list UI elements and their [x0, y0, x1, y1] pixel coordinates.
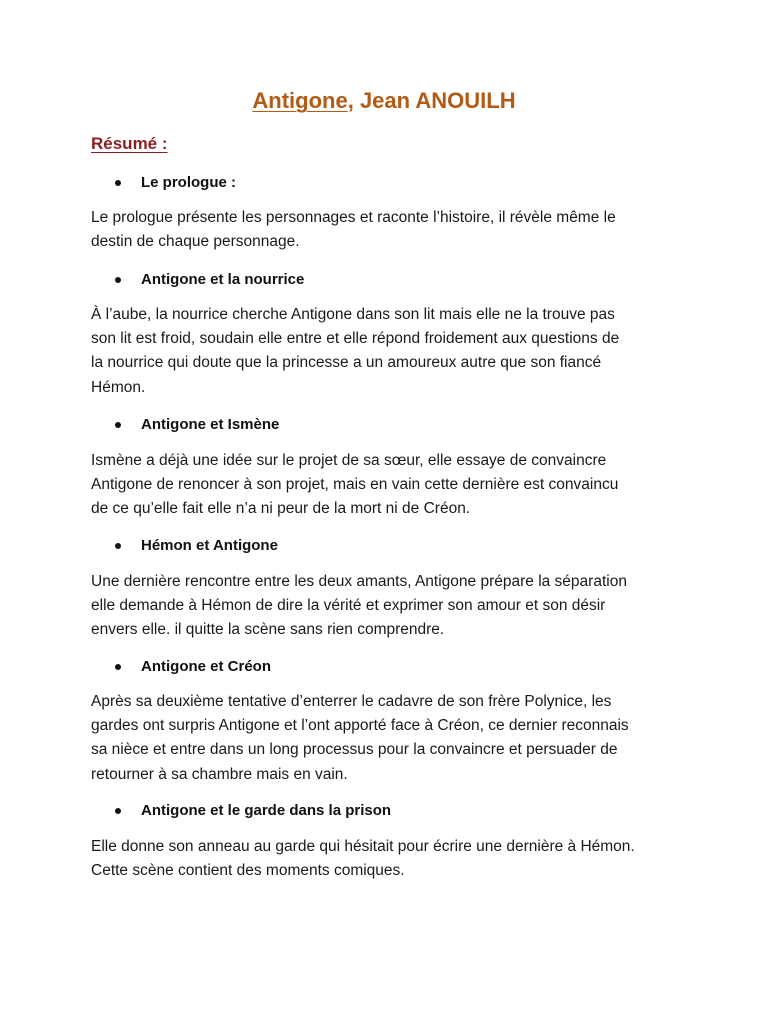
section-heading-text: Antigone et Ismène — [141, 416, 280, 433]
document-title — [0, 88, 768, 114]
paragraph-line: Elle donne son anneau au garde qui hésitait pour écrire une dernière à Hémon. — [91, 838, 635, 855]
paragraph-line: de ce qu’elle fait elle n’a ni peur de la mort ni de Créon. — [91, 500, 471, 518]
paragraph-line: Le prologue présente les personnages et raconte l’histoire, il révèle même le — [91, 209, 616, 226]
section-paragraph — [91, 570, 691, 643]
section-paragraph — [91, 835, 691, 883]
paragraph-line: gardes ont surpris Antigone et l’ont apporté face à Créon, ce dernier reconnais — [91, 717, 629, 735]
section-heading-text: Antigone et la nourrice — [141, 271, 305, 288]
section-heading-text: Antigone et Créon — [141, 658, 271, 675]
title-play-name: Antigone — [252, 88, 348, 113]
bullet-dot — [115, 664, 121, 670]
section-paragraph — [91, 449, 691, 522]
paragraph-line: la nourrice qui doute que la princesse a un amoureux autre que son fiancé — [91, 354, 602, 372]
section-paragraph — [91, 690, 691, 787]
bullet-dot — [115, 808, 121, 814]
paragraph-line: Antigone de renoncer à son projet, mais en vain cette dernière est convaincu — [91, 476, 619, 494]
paragraph-line: retourner à sa chambre mais en vain. — [91, 765, 348, 783]
paragraph-line: son lit est froid, soudain elle entre et elle répond froidement aux questions de — [91, 330, 620, 348]
bullet-dot — [115, 180, 121, 186]
paragraph-line: Hémon. — [91, 378, 146, 396]
summary-heading: Résumé : — [91, 134, 168, 153]
paragraph-line: sa nièce et entre dans un long processus pour la convaincre et persuader de — [91, 741, 618, 759]
paragraph-line: Après sa deuxième tentative d’enterrer le cadavre de son frère Polynice, les — [91, 693, 612, 710]
bullet-dot — [115, 277, 121, 283]
section-heading-text: Hémon et Antigone — [141, 537, 278, 554]
section-paragraph — [91, 303, 691, 400]
section-heading-text: Le prologue : — [141, 174, 236, 191]
paragraph-line: À l’aube, la nourrice cherche Antigone dans son lit mais elle ne la trouve pas — [91, 306, 615, 323]
paragraph-line: Une dernière rencontre entre les deux amants, Antigone prépare la séparation — [91, 573, 627, 590]
paragraph-line: destin de chaque personnage. — [91, 233, 300, 251]
paragraph-line: Ismène a déjà une idée sur le projet de sa sœur, elle essaye de convaincre — [91, 452, 607, 469]
bullet-dot — [115, 422, 121, 428]
paragraph-line: envers elle. il quitte la scène sans rien comprendre. — [91, 621, 445, 639]
paragraph-line: Cette scène contient des moments comiques. — [91, 862, 405, 880]
section-paragraph — [91, 206, 691, 254]
section-heading-text: Antigone et le garde dans la prison — [141, 802, 392, 819]
section-heading — [110, 658, 271, 675]
bullet-dot — [115, 543, 121, 549]
section-heading — [110, 802, 391, 819]
title-author: , Jean ANOUILH — [347, 88, 516, 113]
section-heading — [110, 271, 304, 288]
section-heading — [110, 537, 278, 554]
paragraph-line: elle demande à Hémon de dire la vérité et exprimer son amour et son désir — [91, 597, 606, 615]
section-heading — [110, 416, 279, 433]
section-heading — [110, 174, 236, 191]
